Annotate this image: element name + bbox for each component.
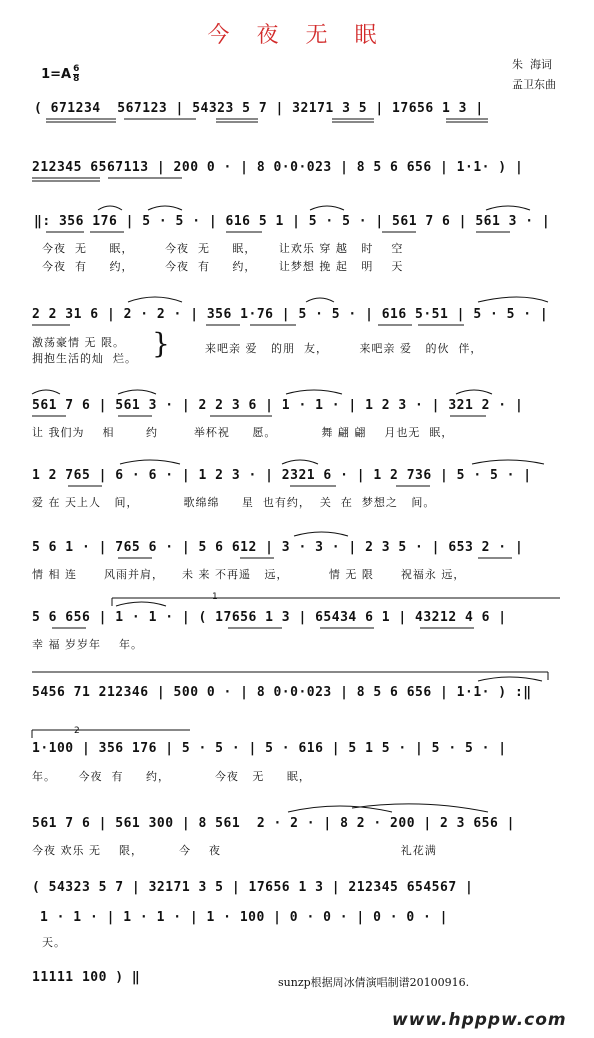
key-signature: [32, 50, 79, 84]
time-top: 6: [73, 64, 80, 74]
lyrics-brace: }: [152, 327, 170, 360]
score-line-4: 2 2 31 6 | 2 · 2 · | 356 1·76 | 5 · 5 · | 616 5·51 | 5 · 5 · |: [32, 307, 549, 322]
lyrics-line-4-common: 来吧亲 爱 的朋 友， 来吧亲 爱 的伙 伴，: [205, 342, 483, 355]
lyrics-line-6: 爱 在 天上人 间， 歌绵绵 星 也有约， 关 在 梦想之 间。: [32, 496, 436, 509]
score-line-8: 5 6 656 | 1 · 1 · | ( 17656 1 3 | 65434 6 1 | 43212 4 6 |: [32, 610, 507, 625]
lyrics-line-3a: 今夜 无 眠， 今夜 无 眠， 让欢乐 穿 越 时 空: [42, 242, 404, 255]
lyricist-credit: 朱 海词: [512, 58, 552, 71]
song-title: 今 夜 无 眠: [207, 23, 387, 48]
lyrics-line-11: 今夜 欢乐 无 限， 今 夜 礼花满: [32, 844, 437, 857]
lyrics-line-4b: 拥抱生活的灿 烂。: [32, 352, 137, 365]
composer-credit: 孟卫东曲: [512, 78, 556, 91]
score-line-6: 1 2 765 | 6 · 6 · | 1 2 3 · | 2321 6 · | 1 2 736 | 5 · 5 · |: [32, 468, 532, 483]
score-line-2: 212345 6567113 | 200 0 · | 8 0·0·023 | 8 5 6 656 | 1·1· ) |: [32, 160, 524, 175]
score-line-3: ‖: 356 176 | 5 · 5 · | 616 5 1 | 5 · 5 · | 561 7 6 | 561 3 · |: [34, 214, 551, 229]
time-bottom: 8: [73, 74, 80, 84]
time-signature: [73, 65, 79, 84]
lyrics-line-10: 年。 今夜 有 约， 今夜 无 眠，: [32, 770, 311, 783]
score-line-11: 561 7 6 | 561 300 | 8 561 2 · 2 · | 8 2 · 200 | 2 3 656 |: [32, 816, 515, 831]
score-line-7: 5 6 1 · | 765 6 · | 5 6 612 | 3 · 3 · | 2 3 5 · | 653 2 · |: [32, 540, 524, 555]
score-line-10: 1·100 | 356 176 | 5 · 5 · | 5 · 616 | 5 1 5 · | 5 · 5 · |: [32, 741, 507, 756]
lyrics-line-8: 幸 福 岁岁年 年。: [32, 638, 143, 651]
score-line-5: 561 7 6 | 561 3 · | 2 2 3 6 | 1 · 1 · | 1 2 3 · | 321 2 · |: [32, 398, 524, 413]
watermark: www.hpppw.com: [392, 1010, 567, 1030]
lyrics-line-4a: 激荡豪情 无 限。: [32, 336, 125, 349]
lyrics-line-3b: 今夜 有 约， 今夜 有 约， 让梦想 挽 起 明 天: [42, 260, 404, 273]
score-line-1: ( 671234 567123 | 54323 5 7 | 32171 3 5 | 17656 1 3 |: [34, 101, 484, 116]
score-line-13: 1 · 1 · | 1 · 1 · | 1 · 100 | 0 · 0 · | 0 · 0 · |: [40, 910, 449, 925]
volta-1-label: 1: [212, 592, 218, 602]
transcriber-signature: sunzp根据周冰倩演唱制谱20100916.: [278, 976, 470, 989]
volta-2-label: 2: [74, 726, 80, 736]
key-label: 1=A: [41, 67, 72, 82]
score-line-12: ( 54323 5 7 | 32171 3 5 | 17656 1 3 | 212345 654567 |: [32, 880, 474, 895]
lyrics-line-5: 让 我们为 相 约 举杯祝 愿。 舞 翩 翩 月也无 眠，: [32, 426, 454, 439]
lyrics-line-13: 天。: [42, 936, 66, 949]
score-line-14: 11111 100 ) ‖: [32, 970, 141, 985]
lyrics-line-7: 情 相 连 风雨并肩， 未 来 不再遥 远， 情 无 限 祝福永 远，: [32, 568, 466, 581]
score-line-9: 5456 71 212346 | 500 0 · | 8 0·0·023 | 8 5 6 656 | 1·1· ) :‖: [32, 685, 532, 700]
